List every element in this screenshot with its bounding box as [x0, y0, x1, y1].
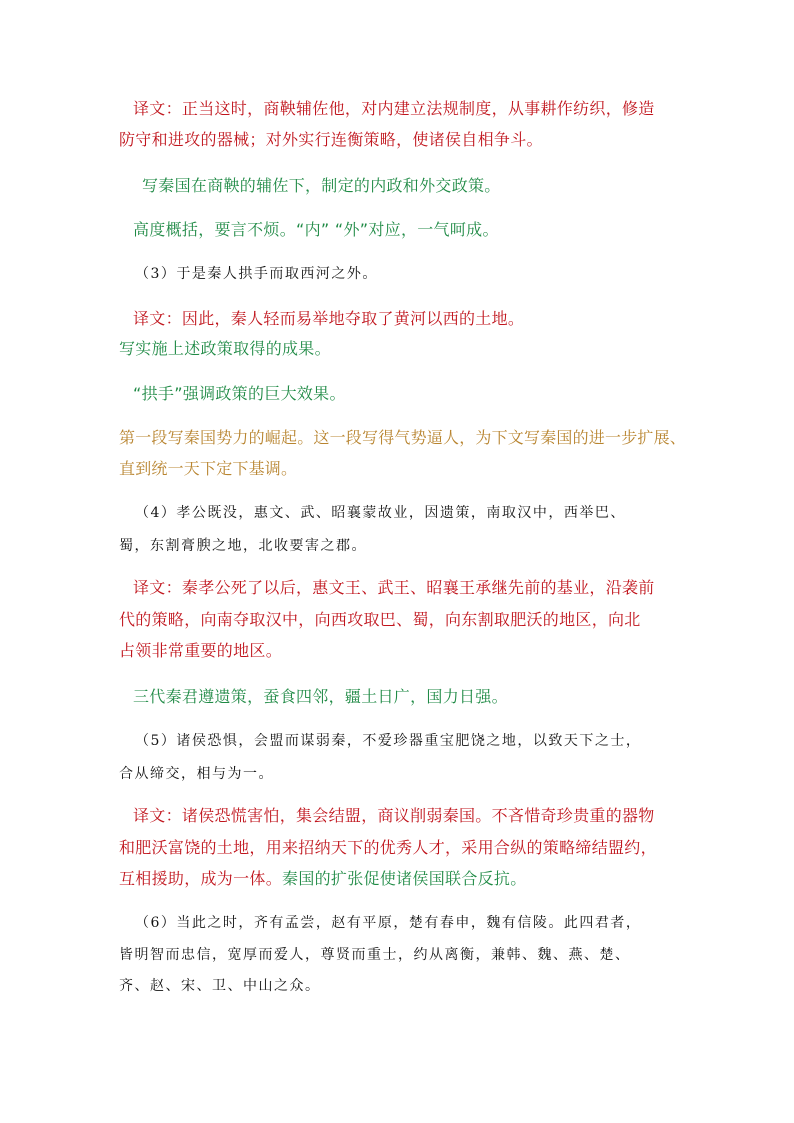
summary-line: 直到统一天下定下基调。	[119, 459, 298, 478]
analysis-line: 写实施上述政策取得的成果。	[119, 339, 331, 358]
analysis-line: 三代秦君遵遗策，蚕食四邻，疆土日广，国力日强。	[133, 687, 508, 706]
translation-line: 和肥沃富饶的土地，用来招纳天下的优秀人才，采用合纵的策略缔结盟约，	[119, 838, 657, 857]
original-text-line: 蜀，东割膏腴之地，北收要害之郡。	[119, 538, 367, 554]
original-text-line: （5）诸侯恐惧，会盟而谋弱秦，不爱珍器重宝肥饶之地，以致天下之士，	[135, 733, 642, 749]
translation-line: 译文：正当这时，商鞅辅佐他，对内建立法规制度，从事耕作纺织，修造	[133, 99, 655, 118]
original-text-line: （3）于是秦人拱手而取西河之外。	[135, 266, 378, 282]
analysis-line: 写秦国在商鞅的辅佐下，制定的内政和外交政策。	[142, 176, 501, 195]
translation-text: 互相援助，成为一体。	[119, 869, 283, 888]
translation-line: 代的策略，向南夺取汉中，向西攻取巴、蜀，向东割取肥沃的地区，向北	[119, 610, 641, 629]
translation-line: 译文：秦孝公死了以后，惠文王、武王、昭襄王承继先前的基业，沿袭前	[133, 578, 655, 597]
original-text-line: （6）当此之时，齐有孟尝，赵有平原，楚有春申，魏有信陵。此四君者，	[135, 915, 642, 931]
translation-line: 防守和进攻的器械；对外实行连衡策略，使诸侯自相争斗。	[119, 130, 543, 149]
summary-line: 第一段写秦国势力的崛起。这一段写得气势逼人，为下文写秦国的进一步扩展、	[119, 428, 687, 447]
translation-line	[119, 866, 527, 889]
analysis-line: “拱手”强调政策的巨大效果。	[133, 384, 346, 403]
original-text-line: （4）孝公既没，惠文、武、昭襄蒙故业，因遗策，南取汉中，西举巴、	[135, 505, 626, 521]
translation-line: 译文：因此，秦人轻而易举地夺取了黄河以西的土地。	[133, 309, 525, 328]
original-text-line: 合从缔交，相与为一。	[119, 766, 274, 782]
analysis-text: 秦国的扩张促使诸侯国联合反抗。	[282, 869, 527, 888]
original-text-line: 齐、赵、宋、卫、中山之众。	[119, 978, 321, 994]
analysis-line: 高度概括，要言不烦。“内” “外”对应，一气呵成。	[133, 220, 499, 239]
translation-line: 译文：诸侯恐慌害怕，集会结盟，商议削弱秦国。不吝惜奇珍贵重的器物	[133, 806, 655, 825]
translation-line: 占领非常重要的地区。	[119, 641, 283, 660]
original-text-line: 皆明智而忠信，宽厚而爱人，尊贤而重士，约从离衡，兼韩、魏、燕、楚、	[119, 947, 631, 963]
